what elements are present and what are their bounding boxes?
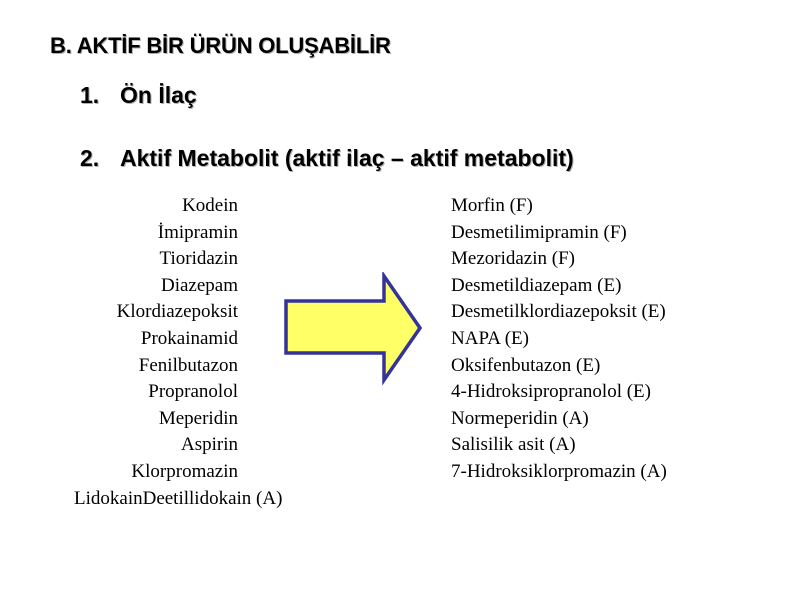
list-item-number: 2. <box>80 145 100 171</box>
metabolite-name: Desmetilklordiazepoksit (E) <box>451 301 666 323</box>
metabolite-name: Mezoridazin (F) <box>451 248 575 270</box>
drug-name: Tioridazin <box>159 248 238 270</box>
drug-name: Klorpromazin <box>131 460 238 482</box>
drug-name: Klordiazepoksit <box>116 301 238 323</box>
metabolite-name: Salisilik asit (A) <box>451 434 576 456</box>
metabolite-name: NAPA (E) <box>451 327 529 349</box>
list-item-text: Ön İlaç <box>120 82 197 108</box>
slide-title: B. AKTİF BİR ÜRÜN OLUŞABİLİR <box>50 33 391 58</box>
list-item-number: 1. <box>80 82 100 108</box>
metabolite-list <box>451 193 667 486</box>
drug-name: Kodein <box>182 195 238 216</box>
list-item-text: Aktif Metabolit (aktif ilaç – aktif metabolit) <box>120 145 574 171</box>
drug-name: Diazepam <box>160 274 238 296</box>
right-arrow-icon <box>280 272 425 387</box>
metabolite-name: Normeperidin (A) <box>451 407 589 429</box>
metabolite-name: Morfin (F) <box>451 195 533 216</box>
list-item-active-metabolite <box>80 145 574 172</box>
metabolite-name: 7-Hidroksiklorpromazin (A) <box>451 460 667 482</box>
drug-name: Aspirin <box>181 434 238 456</box>
metabolite-name: Desmetilimipramin (F) <box>451 221 627 243</box>
metabolite-name: 4-Hidroksipropranolol (E) <box>451 381 651 403</box>
arrow-shape <box>286 276 420 380</box>
drug-metabolite-pair-lidokain: LidokainDeetillidokain (A) <box>74 488 283 509</box>
drug-name: Fenilbutazon <box>138 354 238 376</box>
metabolite-name: Oksifenbutazon (E) <box>451 354 601 376</box>
list-item-prodrug <box>80 82 197 109</box>
drug-name: Prokainamid <box>140 327 238 349</box>
drug-list <box>117 193 238 486</box>
drug-name: Propranolol <box>148 381 238 403</box>
drug-name: İmipramin <box>157 221 238 243</box>
drug-name: Meperidin <box>158 407 238 429</box>
metabolite-name: Desmetildiazepam (E) <box>451 274 622 296</box>
